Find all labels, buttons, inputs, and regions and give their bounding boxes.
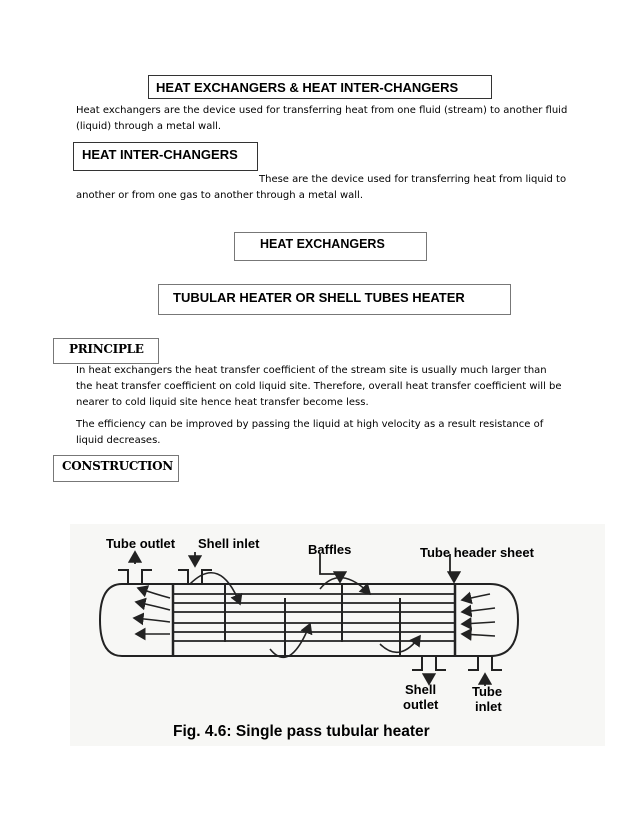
interchangers-line-1: These are the device used for transferring heat from liquid to	[259, 174, 567, 185]
tubular-heading-text: TUBULAR HEATER OR SHELL TUBES HEATER	[173, 290, 465, 305]
construction-heading-text: CONSTRUCTION	[62, 459, 173, 473]
label-shell-outlet-1: Shell	[405, 682, 437, 697]
exchangers-heading	[234, 232, 427, 261]
tubular-heading	[158, 284, 511, 315]
label-tube-header-sheet: Tube header sheet	[420, 545, 534, 560]
label-tube-outlet: Tube outlet	[106, 536, 176, 551]
intro-paragraph: Heat exchangers are the device used for transferring heat from one fluid (stream) to another fluid (liquid) through a metal wall.	[76, 105, 568, 132]
principle-paragraph-2: The efficiency can be improved by passing the liquid at high velocity as a result resistance of liquid decreases.	[76, 419, 544, 446]
label-tube-inlet-2: inlet	[475, 699, 502, 714]
main-heading	[148, 75, 492, 99]
principle-heading	[53, 338, 159, 364]
main-heading-text: HEAT EXCHANGERS & HEAT INTER-CHANGERS	[156, 80, 459, 95]
label-baffles: Baffles	[308, 542, 352, 557]
construction-heading	[53, 455, 179, 482]
label-tube-inlet-1: Tube	[472, 684, 503, 699]
label-shell-outlet-2: outlet	[403, 697, 439, 712]
figure-caption: Fig. 4.6: Single pass tubular heater	[173, 723, 430, 740]
interchangers-line-2: another or from one gas to another through a metal wall.	[76, 190, 364, 201]
exchangers-heading-text: HEAT EXCHANGERS	[260, 237, 385, 251]
tubular-heater-diagram	[70, 524, 605, 746]
principle-paragraph-1: In heat exchangers the heat transfer coefficient of the stream site is usually much larger than the heat transfer coefficient on cold liquid site. Therefore, overall heat transfer coefficient will be nearer to cold liquid site hence heat transfer become less.	[76, 365, 562, 408]
interchangers-heading	[73, 142, 258, 171]
label-shell-inlet: Shell inlet	[198, 536, 260, 551]
interchangers-heading-text: HEAT INTER-CHANGERS	[82, 147, 238, 162]
principle-heading-text: PRINCIPLE	[69, 342, 144, 356]
